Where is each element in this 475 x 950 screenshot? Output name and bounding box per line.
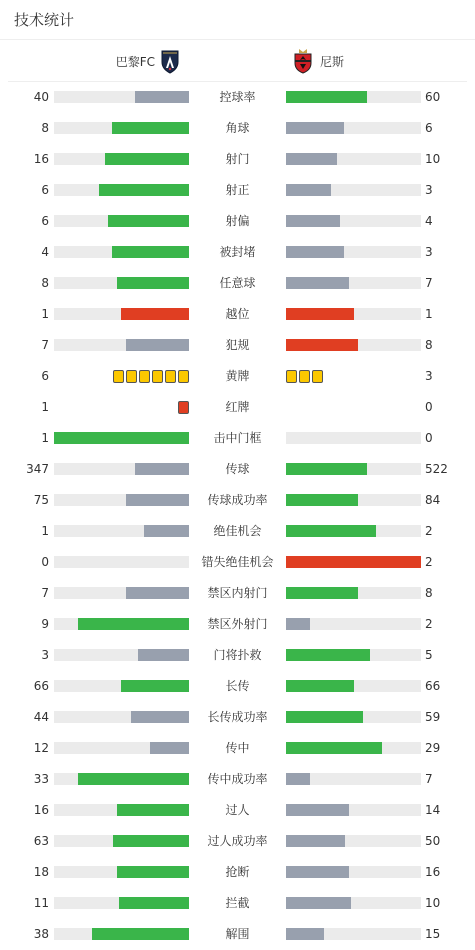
away-bar-fill [286,773,310,785]
home-bar-track [54,711,189,723]
away-bar-track [286,556,421,568]
away-value: 2 [425,555,433,569]
home-value: 6 [41,183,49,197]
stat-label: 门将扑救 [213,648,262,662]
yellow-card-icon [299,370,310,383]
red-card-icon [178,401,189,414]
away-bar-track [286,866,421,878]
home-bar-track [54,246,189,258]
away-value: 10 [425,152,441,166]
away-bar-track [286,184,421,196]
home-team-name: 巴黎FC [115,54,155,69]
away-bar-fill [286,649,370,661]
stat-label: 被封堵 [219,245,256,259]
away-bar-fill [286,339,358,351]
stat-row [0,764,475,795]
stat-row [0,702,475,733]
away-value: 2 [425,617,433,631]
home-bar-fill [126,339,189,351]
stats-list [0,82,475,950]
away-bar-track [286,432,421,444]
stat-row [0,888,475,919]
away-bar-track [286,742,421,754]
home-bar-track [54,215,189,227]
home-value: 12 [33,741,49,755]
away-bar-track [286,215,421,227]
yellow-card-icon [113,370,124,383]
home-bar-fill [121,308,189,320]
away-value: 3 [425,183,433,197]
stat-label: 传中成功率 [207,772,268,786]
home-bar-track [54,804,189,816]
away-value: 8 [425,586,433,600]
away-bar-track [286,928,421,940]
away-value: 7 [425,276,433,290]
stat-row [0,578,475,609]
stat-row [0,857,475,888]
home-bar-track [54,680,189,692]
stat-row [0,547,475,578]
home-bar-fill [105,153,189,165]
home-bar-track [54,494,189,506]
home-value: 75 [33,493,49,507]
stat-label: 犯规 [225,338,250,352]
home-bar-fill [126,587,189,599]
away-bar-fill [286,122,344,134]
stat-label: 射门 [225,152,250,166]
home-value: 33 [33,772,49,786]
home-value: 16 [33,152,49,166]
stat-row [0,516,475,547]
home-bar-fill [99,184,189,196]
home-value: 16 [33,803,49,817]
away-bar-fill [286,618,310,630]
yellow-card-icon [178,370,189,383]
away-bar-fill [286,246,344,258]
home-bar-fill [138,649,189,661]
stat-label: 长传成功率 [207,710,268,724]
home-bar-fill [126,494,189,506]
home-bar-fill [117,866,189,878]
home-value: 18 [33,865,49,879]
home-value: 40 [33,90,49,104]
away-value: 60 [425,90,441,104]
home-value: 38 [33,927,49,941]
away-value: 50 [425,834,441,848]
away-bar-track [286,308,421,320]
home-value: 63 [33,834,49,848]
home-bar-fill [135,463,189,475]
stat-row [0,206,475,237]
home-bar-track [54,618,189,630]
stat-label: 抢断 [225,865,250,879]
home-bar-fill [112,122,189,134]
away-value: 4 [425,214,433,228]
home-bar-track [54,556,189,568]
away-bar-fill [286,525,376,537]
yellow-card-icon [139,370,150,383]
away-bar-fill [286,680,354,692]
home-bar-fill [78,773,189,785]
away-value: 522 [425,462,448,476]
home-value: 6 [41,214,49,228]
home-bar-fill [121,680,189,692]
home-bar-fill [135,91,189,103]
stat-label: 绝佳机会 [213,524,262,538]
away-bar-fill [286,587,358,599]
away-value: 0 [425,431,433,445]
stat-row [0,175,475,206]
home-bar-track [54,773,189,785]
home-bar-fill [117,277,189,289]
home-bar-track [54,587,189,599]
home-bar-track [54,835,189,847]
away-value: 2 [425,524,433,538]
away-value: 29 [425,741,441,755]
home-bar-track [54,308,189,320]
home-value: 11 [33,896,49,910]
home-value: 1 [41,307,49,321]
home-bar-fill [144,525,189,537]
away-bar-track [286,680,421,692]
paris-fc-crest-icon [159,48,181,74]
away-bar-track [286,711,421,723]
yellow-card-icon [286,370,297,383]
away-yellow-cards [286,370,323,383]
stat-label: 过人成功率 [207,834,268,848]
away-bar-track [286,618,421,630]
away-bar-fill [286,215,340,227]
away-value: 3 [425,245,433,259]
page-title: 技术统计 [0,0,475,40]
away-bar-fill [286,184,331,196]
home-value: 7 [41,338,49,352]
stat-label: 任意球 [219,276,256,290]
away-bar-track [286,122,421,134]
stat-label: 传中 [225,741,250,755]
stat-row [0,299,475,330]
stat-row [0,454,475,485]
away-bar-track [286,277,421,289]
home-bar-track [54,463,189,475]
home-value: 1 [41,524,49,538]
away-value: 59 [425,710,441,724]
away-value: 14 [425,803,441,817]
home-value: 1 [41,431,49,445]
away-bar-fill [286,742,382,754]
home-value: 347 [26,462,49,476]
yellow-card-icon [312,370,323,383]
home-yellow-cards [113,370,189,383]
stat-row [0,640,475,671]
home-bar-track [54,339,189,351]
home-bar-track [54,866,189,878]
home-bar-fill [54,432,189,444]
stat-row [0,609,475,640]
stat-label: 黄牌 [225,369,250,383]
away-value: 7 [425,772,433,786]
stat-row [0,361,475,392]
home-value: 3 [41,648,49,662]
stat-row [0,144,475,175]
home-value: 66 [33,679,49,693]
stat-row [0,113,475,144]
yellow-card-icon [165,370,176,383]
home-bar-track [54,277,189,289]
home-value: 9 [41,617,49,631]
stat-row [0,330,475,361]
home-bar-track [54,742,189,754]
home-bar-fill [112,246,189,258]
home-value: 8 [41,276,49,290]
away-team-name: 尼斯 [320,54,345,69]
away-bar-fill [286,556,421,568]
stat-label: 击中门框 [213,431,262,445]
stat-label: 角球 [225,121,250,135]
home-bar-track [54,184,189,196]
stat-label: 传球 [225,462,250,476]
away-value: 1 [425,307,433,321]
home-bar-track [54,649,189,661]
stat-label: 长传 [225,679,250,693]
yellow-card-icon [152,370,163,383]
away-bar-track [286,91,421,103]
stat-label: 红牌 [225,400,250,414]
away-bar-track [286,804,421,816]
away-value: 84 [425,493,441,507]
home-value: 8 [41,121,49,135]
away-bar-track [286,773,421,785]
stat-row [0,485,475,516]
away-bar-fill [286,897,351,909]
away-bar-fill [286,928,324,940]
away-bar-track [286,339,421,351]
away-bar-fill [286,494,358,506]
away-bar-track [286,835,421,847]
stat-row [0,826,475,857]
home-bar-fill [92,928,189,940]
away-value: 66 [425,679,441,693]
away-bar-fill [286,711,363,723]
stat-row [0,82,475,113]
away-value: 6 [425,121,433,135]
home-bar-track [54,153,189,165]
stat-row [0,423,475,454]
yellow-card-icon [126,370,137,383]
home-bar-fill [113,835,189,847]
home-value: 0 [41,555,49,569]
stat-row [0,733,475,764]
stat-label: 传球成功率 [207,493,268,507]
away-bar-track [286,463,421,475]
away-bar-fill [286,91,367,103]
stat-label: 禁区内射门 [207,586,268,600]
home-team[interactable] [116,40,181,82]
away-bar-track [286,897,421,909]
stat-label: 拦截 [225,896,250,910]
away-bar-fill [286,463,367,475]
teams-header [8,40,467,82]
home-red-cards [178,401,189,414]
away-value: 15 [425,927,441,941]
stat-row [0,795,475,826]
away-bar-track [286,525,421,537]
home-value: 6 [41,369,49,383]
away-bar-fill [286,835,345,847]
stat-row [0,671,475,702]
stat-row [0,919,475,950]
home-bar-track [54,432,189,444]
away-team[interactable] [292,40,344,82]
away-value: 16 [425,865,441,879]
away-value: 8 [425,338,433,352]
home-bar-fill [119,897,189,909]
stat-label: 禁区外射门 [207,617,268,631]
home-bar-fill [117,804,189,816]
away-value: 0 [425,400,433,414]
home-bar-fill [131,711,189,723]
away-value: 10 [425,896,441,910]
home-value: 1 [41,400,49,414]
home-value: 44 [33,710,49,724]
home-bar-fill [108,215,189,227]
home-bar-track [54,897,189,909]
stat-row [0,237,475,268]
home-bar-track [54,928,189,940]
away-bar-track [286,649,421,661]
away-bar-fill [286,866,349,878]
stat-label: 解围 [225,927,250,941]
home-value: 4 [41,245,49,259]
away-value: 3 [425,369,433,383]
nice-crest-icon [292,48,314,74]
home-bar-track [54,525,189,537]
away-bar-track [286,246,421,258]
stat-label: 过人 [225,803,250,817]
away-bar-fill [286,277,349,289]
stat-label: 射正 [225,183,250,197]
stat-row [0,268,475,299]
away-bar-fill [286,153,337,165]
stat-label: 错失绝佳机会 [201,555,274,569]
away-bar-track [286,153,421,165]
away-value: 5 [425,648,433,662]
stat-label: 越位 [225,307,250,321]
home-bar-fill [78,618,189,630]
home-bar-fill [150,742,189,754]
stat-label: 射偏 [225,214,250,228]
away-bar-track [286,587,421,599]
away-bar-fill [286,804,349,816]
home-bar-track [54,91,189,103]
away-bar-track [286,494,421,506]
home-bar-track [54,122,189,134]
stat-row [0,392,475,423]
home-value: 7 [41,586,49,600]
stat-label: 控球率 [219,90,256,104]
away-bar-fill [286,308,354,320]
